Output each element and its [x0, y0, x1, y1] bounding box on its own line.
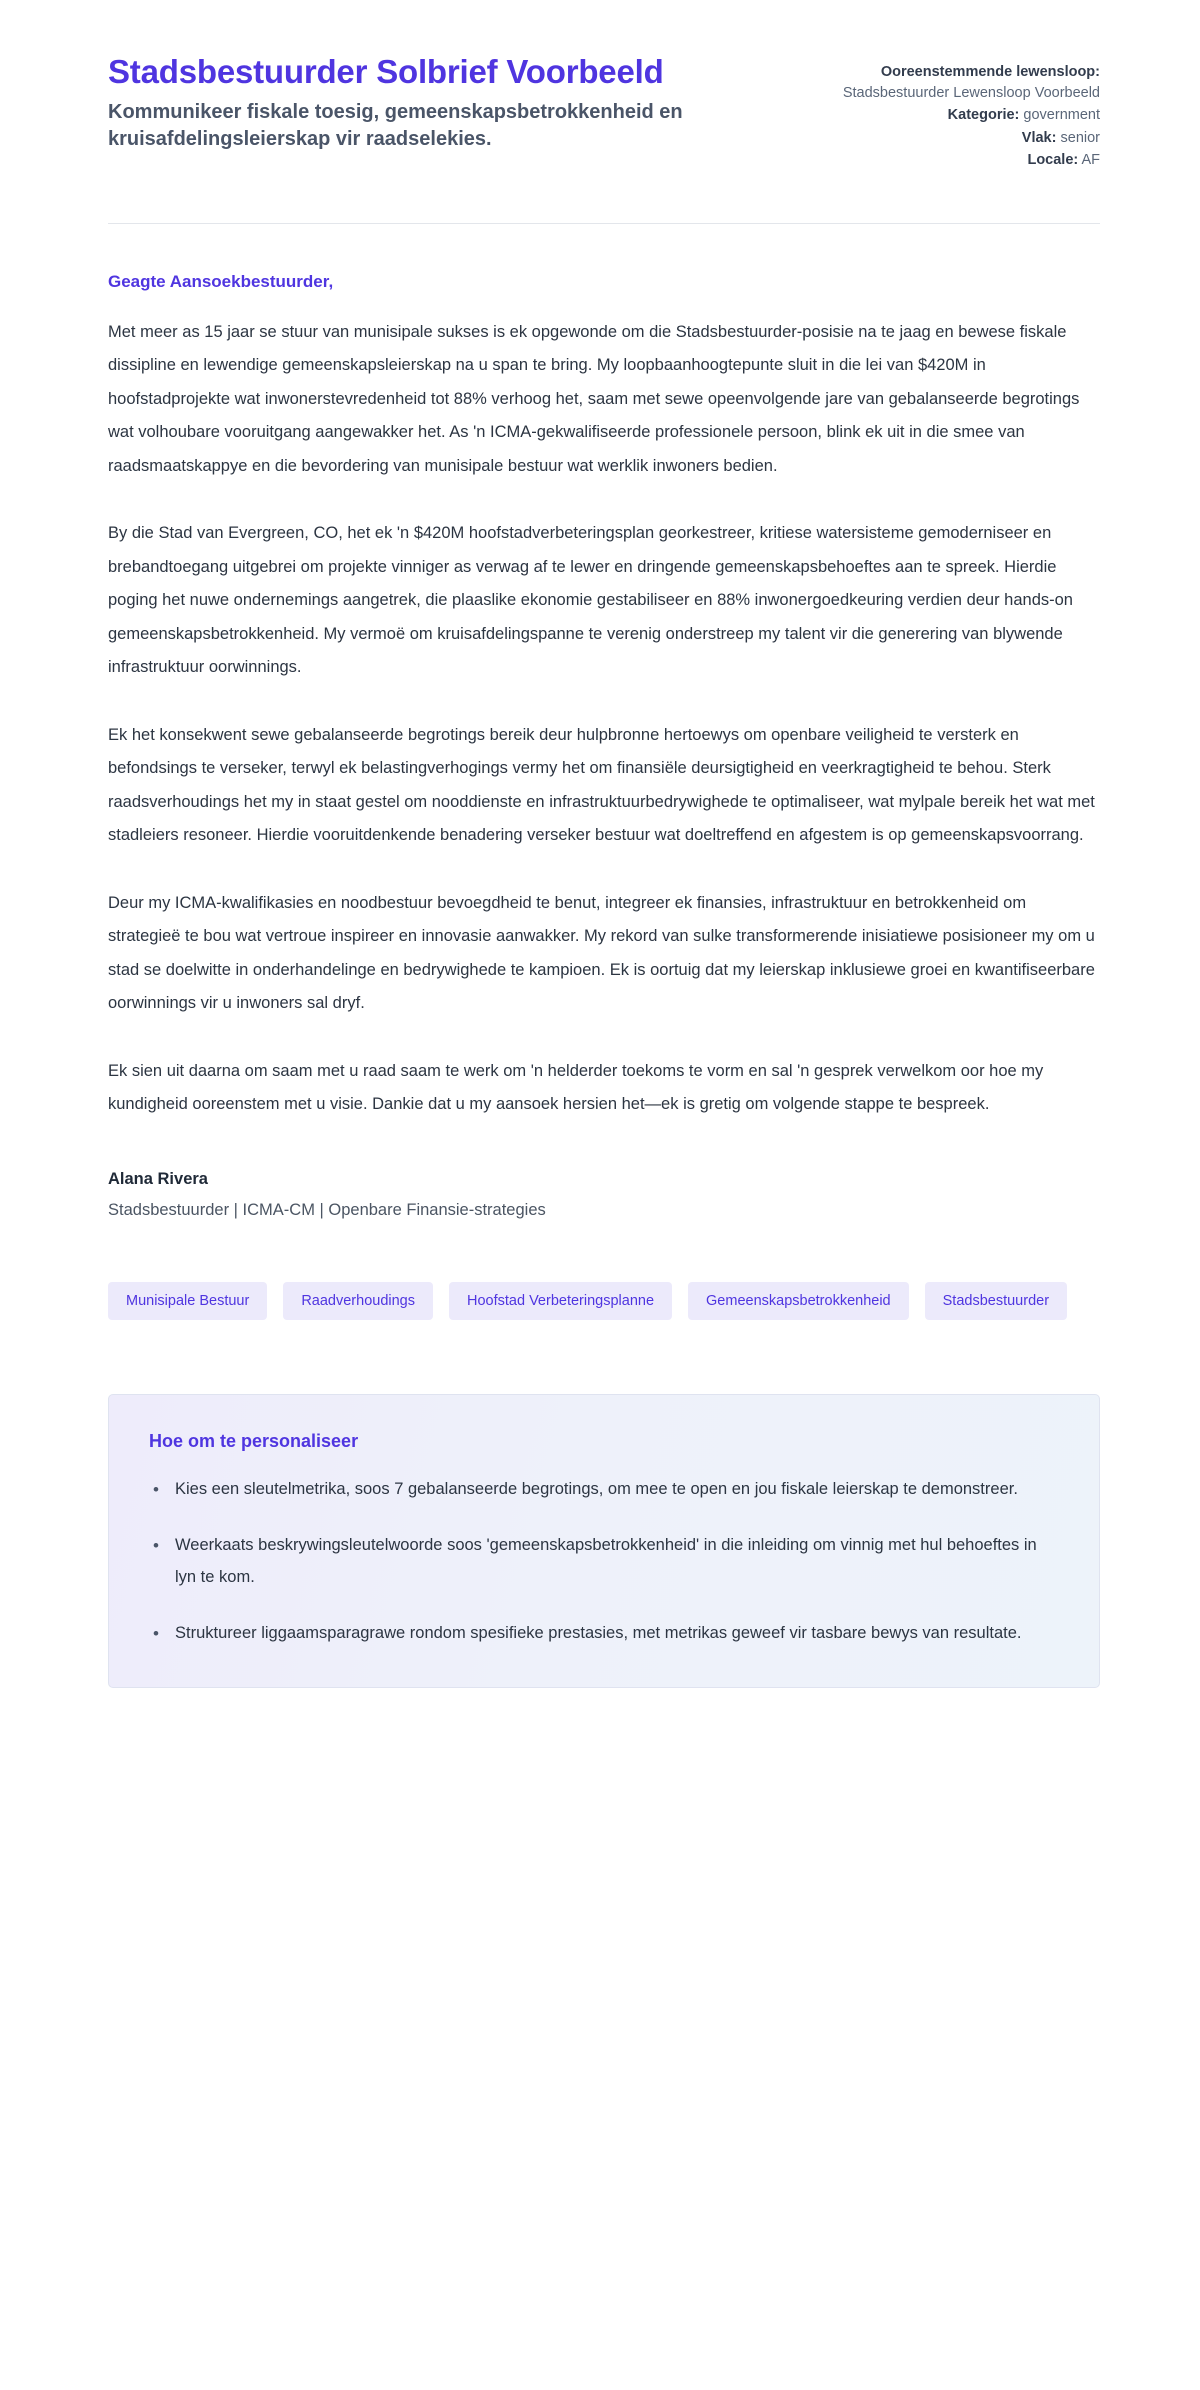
signature-role: Stadsbestuurder | ICMA-CM | Openbare Finansie-strategies — [108, 1200, 546, 1219]
tips-list — [149, 1474, 1059, 1649]
tag-chip[interactable]: Munisipale Bestuur — [108, 1282, 267, 1321]
tips-list-item: • Weerkaats beskrywingsleutelwoorde soos 'gemeenskapsbetrokkenheid' in die inleiding om vinnig met hul behoeftes in lyn te kom. — [149, 1530, 1059, 1594]
metadata-row-category — [800, 105, 1100, 126]
tag-chip[interactable]: Gemeenskapsbetrokkenheid — [688, 1282, 909, 1321]
personalization-tips-panel — [108, 1394, 1100, 1688]
metadata-value: senior — [1060, 129, 1100, 146]
tag-chip[interactable]: Raadverhoudings — [283, 1282, 433, 1321]
metadata-label: Ooreenstemmende lewensloop: — [880, 64, 1100, 80]
metadata-row-locale — [800, 150, 1100, 171]
letter-paragraph: Ek sien uit daarna om saam met u raad saam te werk om 'n helderder toekoms te vorm en sal 'n gesprek verwelkom oor hoe my kundigheid ooreenstem met u visie. Dankie dat u my aansoek hersien het—ek is gretig om volgende stappe te bespreek. — [108, 1061, 1044, 1114]
tag-list — [108, 1282, 1088, 1321]
page-subtitle: Kommunikeer fiskale toesig, gemeenskapsbetrokkenheid en kruisafdelingsleierskap vir raadselekies. — [108, 100, 683, 150]
metadata-row-matching-resume — [800, 62, 1100, 103]
letter-paragraph: By die Stad van Evergreen, CO, het ek 'n $420M hoofstadverbeteringsplan georkestreer, kritiese watersisteme gemoderniseer en brebandtoegang uitgebrei om projekte vinniger as verwag af te lewer en dringende gemeenskapsbehoeftes aan te spreek. Hierdie poging het nuwe ondernemings aangetrek, die plaaslike ekonomie gestabiliseer en 88% inwonergoedkeuring verdien deur hands-on gemeenskapsbetrokkenheid. My vermoë om kruisafdelingspanne te verenig onderstreep my talent vir die generering van blywende infrastruktuur oorwinnings. — [108, 524, 1073, 677]
letter-paragraph: Deur my ICMA-kwalifikasies en noodbestuur bevoegdheid te benut, integreer ek finansies, infrastruktuur en betrokkenheid om strategieë te bou wat vertroue inspireer en innovasie aanwakker. My rekord van sulke transformerende inisiatiewe posisioneer my om u stad se doelwitte in onderhandelinge en bedrywighede te kampioen. Ek is oortuig dat my leierskap inklusiewe groei en kwantifiseerbare oorwinnings vir u inwoners sal dryf. — [108, 893, 1095, 1013]
metadata-value: government — [1023, 107, 1100, 124]
letter-salutation: Geagte Aansoekbestuurder, — [108, 271, 334, 291]
tips-list-item: • Kies een sleutelmetrika, soos 7 gebalanseerde begrotings, om mee te open en jou fiskale leierskap te demonstreer. — [149, 1474, 1059, 1506]
metadata-label: Locale: — [1027, 152, 1079, 169]
tips-panel-title: Hoe om te personaliseer — [149, 1431, 359, 1452]
metadata-row-level — [800, 128, 1100, 149]
tag-chip[interactable]: Hoofstad Verbeteringsplanne — [449, 1282, 672, 1321]
metadata-value: Stadsbestuurder Lewensloop Voorbeeld — [842, 84, 1100, 101]
letter-paragraph: Met meer as 15 jaar se stuur van munisipale sukses is ek opgewonde om die Stadsbestuurder-posisie na te jaag en bewese fiskale dissipline en lewendige gemeenskapsleierskap na u span te bring. My loopbaanhoogtepunte sluit in die lei van $420M in hoofstadprojekte wat inwonerstevredenheid tot 88% verhoog het, saam met sewe opeenvolgende jare van gebalanseerde begrotings wat volhoubare vooruitgang aangewakker het. As 'n ICMA-gekwalifiseerde professionele persoon, blink ek uit in die smee van raadsmaatskappye en die bevordering van munisipale bestuur wat werklik inwoners bedien. — [108, 322, 1080, 475]
page-title: Stadsbestuurder Solbrief Voorbeeld — [108, 53, 664, 90]
letter-paragraph: Ek het konsekwent sewe gebalanseerde begrotings bereik deur hulpbronne hertoewys om openbare veiligheid te versterk en befondsings te verseker, terwyl ek belastingverhogings vermy het om finansiële deursigtigheid en veerkragtigheid te behou. Sterk raadsverhoudings het my in staat gestel om nooddienste en infrastruktuurbedrywighede te optimaliseer, wat mylpale bereik het wat met stadleiers resoneer. Hierdie vooruitdenkende benadering verseker bestuur wat doeltreffend en afgestem is op gemeenskapsvoorrang. — [108, 725, 1095, 845]
header-divider — [108, 223, 1100, 224]
document-metadata — [800, 52, 1100, 173]
metadata-label: Kategorie: — [947, 107, 1020, 124]
document-header — [108, 52, 1100, 173]
tips-list-item: • Struktureer liggaamsparagrawe rondom spesifieke prestasies, met metrikas geweef vir tasbare bewys van resultate. — [149, 1618, 1059, 1650]
header-title-block — [108, 52, 728, 152]
tag-chip[interactable]: Stadsbestuurder — [925, 1282, 1067, 1321]
metadata-label: Vlak: — [1021, 129, 1057, 146]
letter-body — [108, 316, 1100, 1122]
signature-name: Alana Rivera — [108, 1169, 208, 1188]
metadata-value: AF — [1081, 152, 1100, 169]
letter-signature — [108, 1170, 1100, 1220]
